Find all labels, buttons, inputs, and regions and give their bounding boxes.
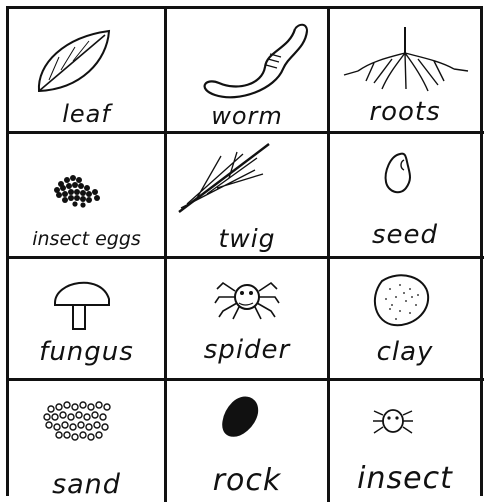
cell-label: rock [212, 463, 282, 498]
cell-clay [330, 259, 480, 378]
cell-seed [330, 134, 480, 256]
grid-line-outer-right [480, 6, 483, 496]
cell-label: spider [203, 335, 291, 365]
cell-spider [167, 259, 327, 378]
cell-label: roots [369, 97, 441, 127]
cell-worm [167, 9, 327, 131]
cell-label: insect [357, 461, 453, 496]
cell-label: seed [371, 220, 439, 250]
cell-sand [9, 381, 164, 502]
cell-label: clay [376, 337, 434, 367]
cell-label: worm [211, 102, 283, 130]
cell-label: leaf [62, 100, 111, 128]
cell-insect-eggs [9, 134, 164, 256]
cell-fungus [9, 259, 164, 378]
cell-rock [167, 381, 327, 502]
cell-leaf [9, 9, 164, 131]
cell-insect [330, 381, 480, 502]
cell-label: twig [218, 224, 276, 253]
cell-label: sand [52, 469, 121, 500]
cell-label: fungus [39, 337, 134, 367]
cell-label: insect eggs [32, 228, 141, 250]
cell-twig [167, 134, 327, 256]
cell-roots [330, 9, 480, 131]
